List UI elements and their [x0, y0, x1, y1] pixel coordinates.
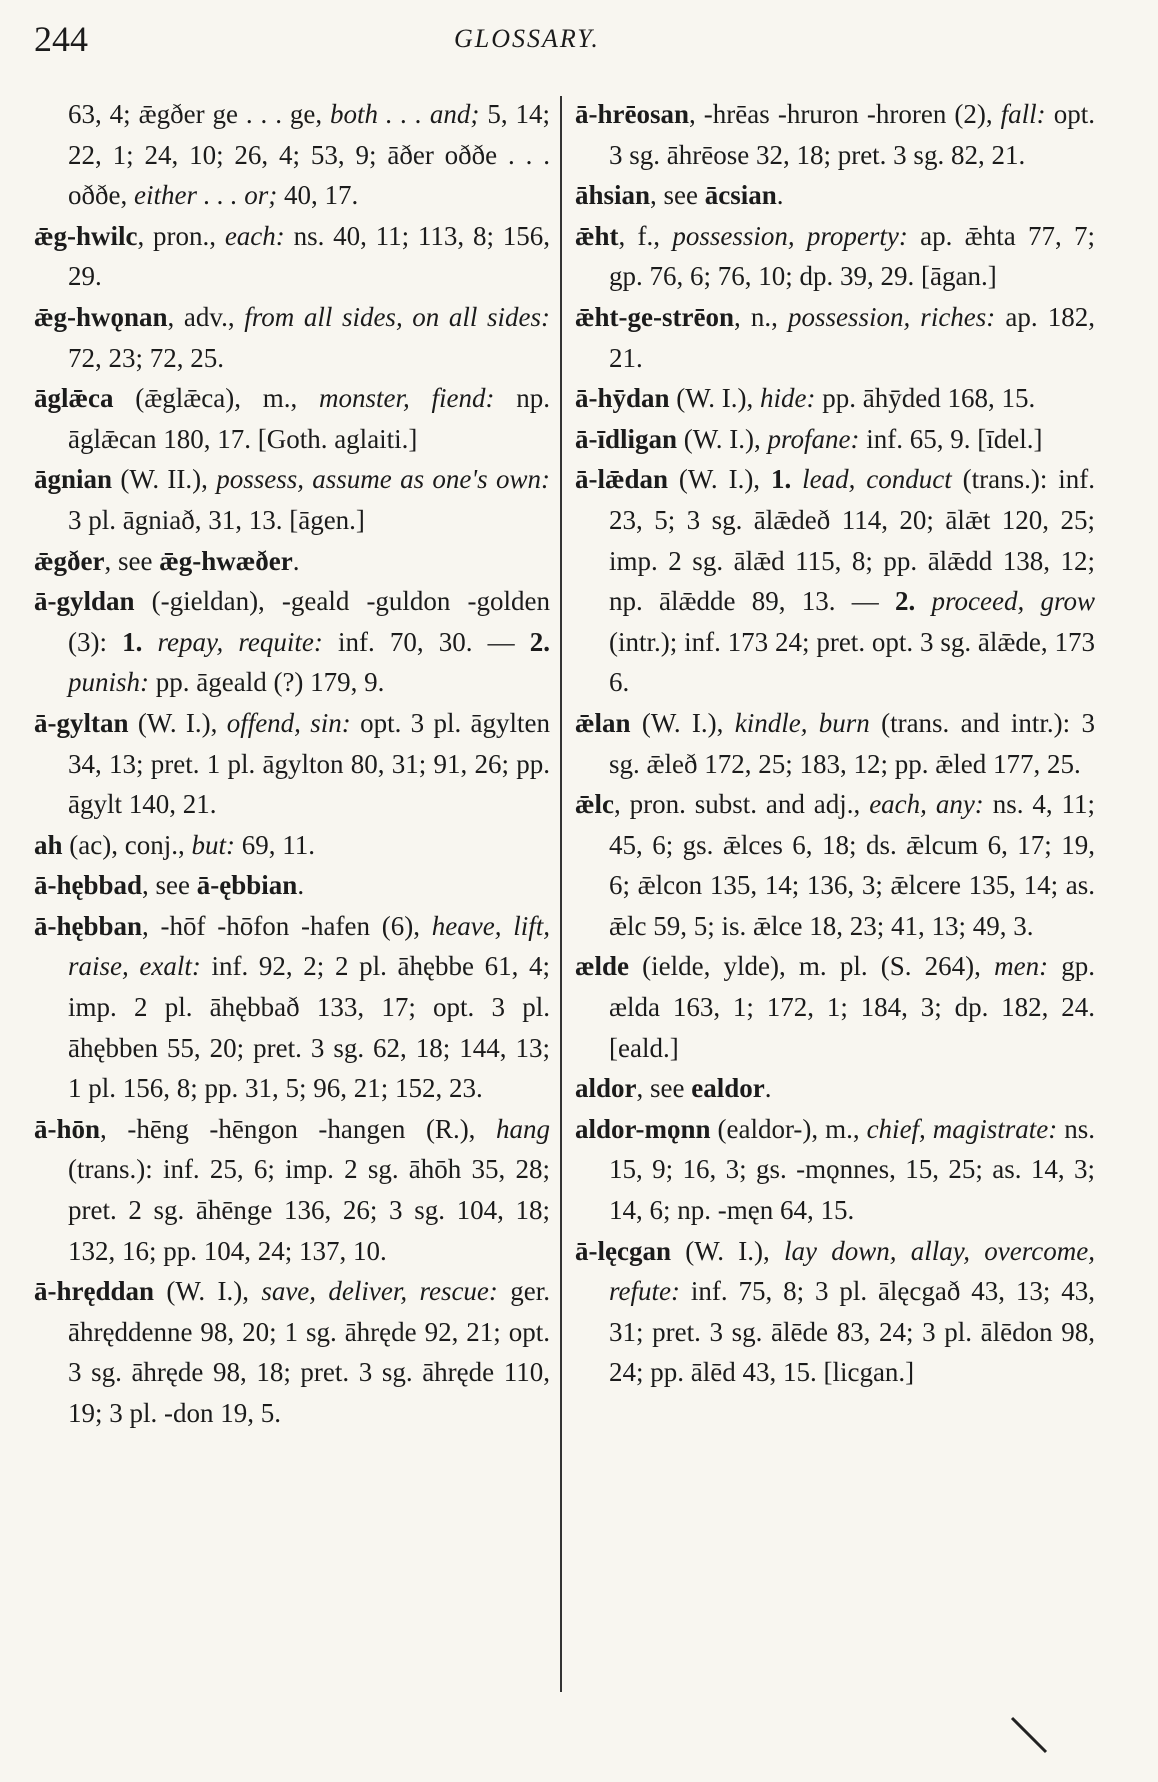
headword: ā-hȳdan	[575, 383, 670, 414]
entry-text: pp. āhȳded 168, 15.	[815, 383, 1036, 414]
entry-text: ns. 4, 11; 45, 6; gs. ǣlces 6, 18; ds. ǣlcum 6, 17; 19, 6; ǣlcon 135, 14; 136, 3; ǣlcere 135, 14; as. ǣlc 59, 5; is. ǣlce 18, 23; 41, 13; 49, 3.	[609, 789, 1095, 941]
glossary-entry	[34, 825, 550, 866]
entry-text: (trans.): inf. 23, 5; 3 sg. ālǣdeð 114, 20; ālǣt 120, 25; imp. 2 sg. ālǣd 115, 8; pp. ālǣdd 138, 12; np. ālǣdde 89, 13. —	[609, 464, 1095, 617]
headword: ā-gyltan	[34, 707, 129, 738]
glossary-entry	[34, 541, 550, 582]
headword: ā-īdligan	[575, 423, 678, 454]
definition: either . . . or;	[133, 180, 278, 211]
entry-text: .	[776, 180, 784, 211]
glossary-entry	[575, 378, 1095, 419]
headword: āgnian	[34, 464, 113, 495]
entry-text: (ealdor-), m.,	[710, 1113, 867, 1144]
entry-text: 63, 4; ǣgðer ge . . . ge,	[68, 99, 331, 129]
glossary-entry	[34, 378, 550, 459]
entry-text: opt. 3 sg. āhrēose 32, 18; pret. 3 sg. 82, 21.	[609, 99, 1095, 170]
entry-text: (W. I.),	[669, 383, 761, 414]
entry-text: , -hōf -hōfon -hafen (6),	[142, 910, 432, 941]
entry-text: (W. I.),	[670, 1235, 785, 1266]
headword: ǣg-hwæðer	[159, 545, 293, 576]
headword: āhsian	[575, 180, 651, 211]
glossary-entry	[575, 297, 1095, 378]
entry-text: (W. I.),	[128, 707, 227, 738]
entry-text: , f.,	[618, 220, 673, 251]
running-title: GLOSSARY.	[454, 24, 600, 53]
headword: ā-gyldan	[34, 586, 135, 617]
entry-text: np. āglǣcan 180, 17. [Goth. aglaiti.]	[68, 383, 550, 454]
glossary-entry	[575, 703, 1095, 784]
entry-text: .	[764, 1073, 772, 1104]
glossary-entry	[34, 216, 550, 297]
definition: each:	[224, 220, 285, 251]
entry-text: .	[292, 545, 300, 576]
entry-text: , -hēng -hēngon -hangen (R.),	[100, 1113, 496, 1144]
headword: ǣht	[575, 220, 619, 251]
entry-text: (W. II.),	[112, 464, 217, 495]
entry-text: , see	[104, 545, 160, 576]
headword: ācsian	[704, 180, 777, 211]
definition: hide:	[760, 383, 816, 414]
entry-text: inf. 92, 2; 2 pl. āhębbe 61, 4; imp. 2 pl. āhębbað 133, 17; opt. 3 pl. āhębben 55, 20; pret. 3 sg. 62, 18; 144, 13; 1 pl. 156, 8; pp. 31, 5; 96, 21; 152, 23.	[68, 951, 551, 1104]
definition: punish:	[68, 667, 149, 698]
entry-text: pp. āgeald (?) 179, 9.	[149, 667, 385, 698]
entry-text: gp. ælda 163, 1; 172, 1; 184, 3; dp. 182, 24. [eald.]	[609, 951, 1095, 1063]
definition: possession, property:	[672, 220, 908, 251]
glossary-entry	[575, 1068, 1095, 1109]
scan-mark-icon	[1010, 1714, 1050, 1754]
definition: offend, sin:	[226, 707, 351, 738]
glossary-entry	[34, 1109, 550, 1271]
headword: ealdor	[691, 1073, 765, 1104]
definition: kindle, burn	[734, 707, 870, 738]
entry-text: (trans. and intr.): 3 sg. ǣleð 172, 25; 183, 12; pp. ǣled 177, 25.	[609, 707, 1095, 779]
entry-text: (intr.); inf. 173 24; pret. opt. 3 sg. ālǣde, 173 6.	[609, 626, 1095, 698]
glossary-entry	[575, 459, 1095, 703]
headword: 2.	[529, 626, 551, 657]
entry-text: , see	[636, 1073, 692, 1104]
entry-text: inf. 70, 30. —	[322, 626, 530, 657]
headword: ǣg-hwǫnan	[34, 301, 168, 332]
headword: ā-hębbad	[34, 870, 143, 901]
entry-text: 69, 11.	[234, 829, 315, 860]
headword: āglǣca	[34, 383, 114, 414]
definition: both . . . and;	[330, 99, 480, 129]
glossary-entry	[34, 459, 550, 540]
definition: repay, requite:	[157, 626, 323, 657]
definition: from all sides, on all sides:	[244, 301, 550, 332]
entry-text: (W. I.),	[154, 1276, 262, 1307]
page-number: 244	[34, 19, 88, 59]
glossary-entry	[575, 1109, 1095, 1231]
right-column	[575, 94, 1095, 1393]
headword: 1.	[122, 626, 143, 657]
definition: chief, magistrate:	[866, 1113, 1058, 1144]
definition: monster, fiend:	[318, 383, 495, 414]
entry-text: opt. 3 pl. āgylten 34, 13; pret. 1 pl. āgylton 80, 31; 91, 26; pp. āgylt 140, 21.	[68, 707, 550, 820]
entry-text: (ielde, ylde), m. pl. (S. 264),	[629, 951, 995, 982]
definition: but:	[191, 829, 235, 860]
headword: ǣg-hwilc	[34, 220, 138, 251]
headword: aldor	[575, 1073, 637, 1104]
entry-text: , pron.,	[137, 220, 225, 251]
entry-text: .	[297, 870, 305, 901]
left-column	[34, 94, 550, 1434]
headword: 2.	[895, 586, 916, 617]
entry-text	[791, 464, 802, 494]
entry-text	[142, 627, 157, 657]
entry-text: 40, 17.	[277, 180, 359, 211]
glossary-entry	[575, 216, 1095, 297]
glossary-entry	[575, 1231, 1095, 1393]
entry-text: , see	[650, 180, 705, 211]
definition: profane:	[767, 423, 860, 454]
glossary-entry	[34, 297, 550, 378]
glossary-entry	[34, 581, 550, 703]
entry-text: ap. ǣhta 77, 7; gp. 76, 6; 76, 10; dp. 39, 29. [āgan.]	[609, 220, 1095, 292]
headword: ā-hōn	[34, 1113, 101, 1144]
entry-text: (ac), conj.,	[62, 829, 192, 860]
entry-text: , see	[142, 870, 197, 901]
entry-text: 72, 23; 72, 25.	[68, 342, 225, 373]
glossary-entry	[575, 94, 1095, 175]
headword: ælde	[575, 951, 629, 982]
definition: save, deliver, rescue:	[261, 1276, 498, 1307]
headword: ā-ębbian	[196, 870, 298, 901]
headword: ǣgðer	[34, 545, 105, 576]
headword: ǣht-ge-strēon	[575, 301, 734, 332]
definition: fall:	[1000, 99, 1046, 129]
glossary-entry	[34, 1271, 550, 1433]
headword: ah	[34, 829, 63, 860]
glossary-entry	[575, 784, 1095, 946]
entry-text	[915, 586, 931, 616]
entry-text: (-gieldan), -geald -guldon -golden (3):	[68, 586, 550, 657]
headword: ā-lęcgan	[575, 1235, 671, 1266]
definition: heave, lift, raise, exalt:	[68, 910, 550, 982]
glossary-entry	[34, 865, 550, 906]
entry-text: , n.,	[733, 301, 788, 332]
definition: possession, riches:	[787, 301, 996, 332]
headword: ǣlc	[575, 789, 614, 820]
entry-text: , -hrēas -hruron -hroren (2),	[689, 99, 1001, 129]
entry-text: (trans.): inf. 25, 6; imp. 2 sg. āhōh 35, 28; pret. 2 sg. āhēnge 136, 26; 3 sg. 104, 18; 132, 16; pp. 104, 24; 137, 10.	[68, 1154, 550, 1266]
definition: men:	[994, 951, 1049, 982]
definition: each, any:	[869, 789, 984, 820]
entry-text: 3 pl. āgniað, 31, 13. [āgen.]	[68, 504, 365, 535]
headword: ǣlan	[575, 707, 631, 738]
definition: lead, conduct	[802, 464, 952, 495]
glossary-entry	[34, 906, 550, 1109]
entry-text: (ǣglǣca), m.,	[113, 383, 319, 414]
entry-text: ger. āhręddenne 98, 20; 1 sg. āhręde 92, 21; opt. 3 sg. āhręde 98, 18; pret. 3 sg. āhręde 110, 19; 3 pl. -don 19, 5.	[68, 1276, 550, 1428]
headword: ā-hębban	[34, 910, 143, 941]
definition: proceed, grow	[931, 586, 1096, 617]
glossary-entry	[575, 946, 1095, 1068]
entry-text: ap. 182, 21.	[609, 301, 1095, 373]
entry-text: inf. 75, 8; 3 pl. ālęcgað 43, 13; 43, 31; pret. 3 sg. ālēde 83, 24; 3 pl. ālēdon 98, 24; pp. ālēd 43, 15. [licgan.]	[609, 1276, 1095, 1388]
headword: ā-hrēosan	[575, 99, 689, 129]
entry-text: , pron. subst. and adj.,	[613, 789, 870, 820]
entry-text: (W. I.),	[668, 464, 771, 495]
definition: hang	[496, 1113, 550, 1144]
headword: 1.	[770, 464, 792, 495]
entry-text: inf. 65, 9. [īdel.]	[859, 423, 1043, 454]
glossary-entry	[575, 419, 1095, 460]
glossary-entry-continuation	[34, 94, 550, 216]
entry-text: , adv.,	[167, 301, 245, 332]
entry-text: (W. I.),	[677, 423, 768, 454]
entry-text: (W. I.),	[630, 707, 735, 738]
glossary-entry	[34, 703, 550, 825]
entry-text: ns. 15, 9; 16, 3; gs. -mǫnnes, 15, 25; as. 14, 3; 14, 6; np. -męn 64, 15.	[609, 1113, 1095, 1226]
headword: ā-hręddan	[34, 1276, 155, 1307]
definition: lay down, allay, overcome, refute:	[609, 1235, 1095, 1307]
entry-text: ns. 40, 11; 113, 8; 156, 29.	[68, 220, 550, 292]
headword: aldor-mǫnn	[575, 1113, 711, 1144]
entry-text: 5, 14; 22, 1; 24, 10; 26, 4; 53, 9; āðer oððe . . . oððe,	[68, 99, 550, 211]
definition: possess, assume as one's own:	[216, 464, 550, 495]
headword: ā-lǣdan	[575, 464, 669, 495]
column-divider	[560, 96, 562, 1692]
glossary-entry	[575, 175, 1095, 216]
page-header	[34, 18, 1098, 62]
